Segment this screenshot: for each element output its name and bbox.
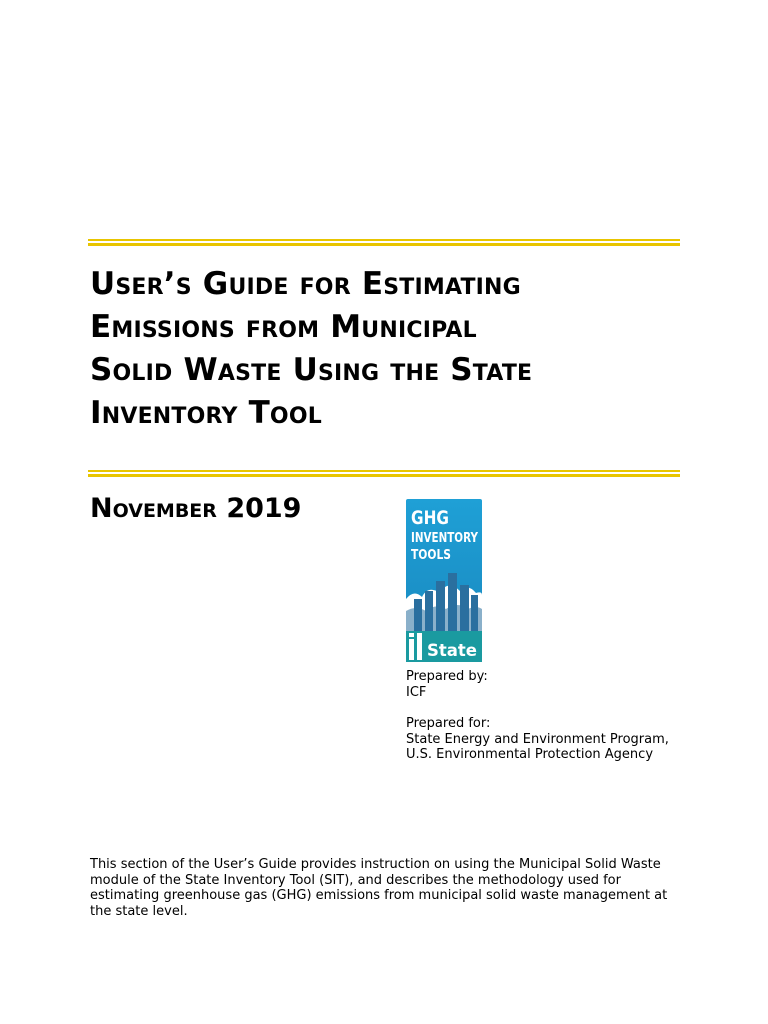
prepared-for-label: Prepared for:: [406, 716, 491, 731]
prepared-by-label: Prepared by:: [406, 669, 488, 684]
prepared-for-line-1: State Energy and Environment Program,: [406, 731, 669, 747]
summary-paragraph: This section of the User’s Guide provides instruction on using the Municipal Solid Waste module of the State Inventory Tool (SIT), and describes the methodology used for estimating greenhouse gas (GHG) emissions from municipal solid waste management at the state level.: [90, 857, 668, 919]
document-title: [90, 263, 670, 435]
prepared-for-line-2: U.S. Environmental Protection Agency: [406, 747, 654, 762]
bottom-gold-rule: [88, 470, 680, 477]
title-line: Inventory Tool: [90, 395, 322, 431]
title-line: Solid Waste Using the State: [90, 352, 533, 388]
title-line: User’s Guide for Estimating: [90, 266, 521, 302]
logo-line-1: GHG: [411, 507, 449, 529]
prepared-block: [406, 669, 706, 763]
logo-line-2: INVENTORY: [411, 531, 479, 546]
prepared-by-value: ICF: [406, 684, 427, 700]
logo-badge-label: State: [427, 641, 477, 661]
ghg-inventory-tools-logo: [406, 499, 482, 662]
logo-line-3: TOOLS: [411, 548, 451, 563]
title-line: Emissions from Municipal: [90, 309, 477, 345]
top-gold-rule: [88, 239, 680, 246]
publication-date: November 2019: [90, 493, 302, 524]
